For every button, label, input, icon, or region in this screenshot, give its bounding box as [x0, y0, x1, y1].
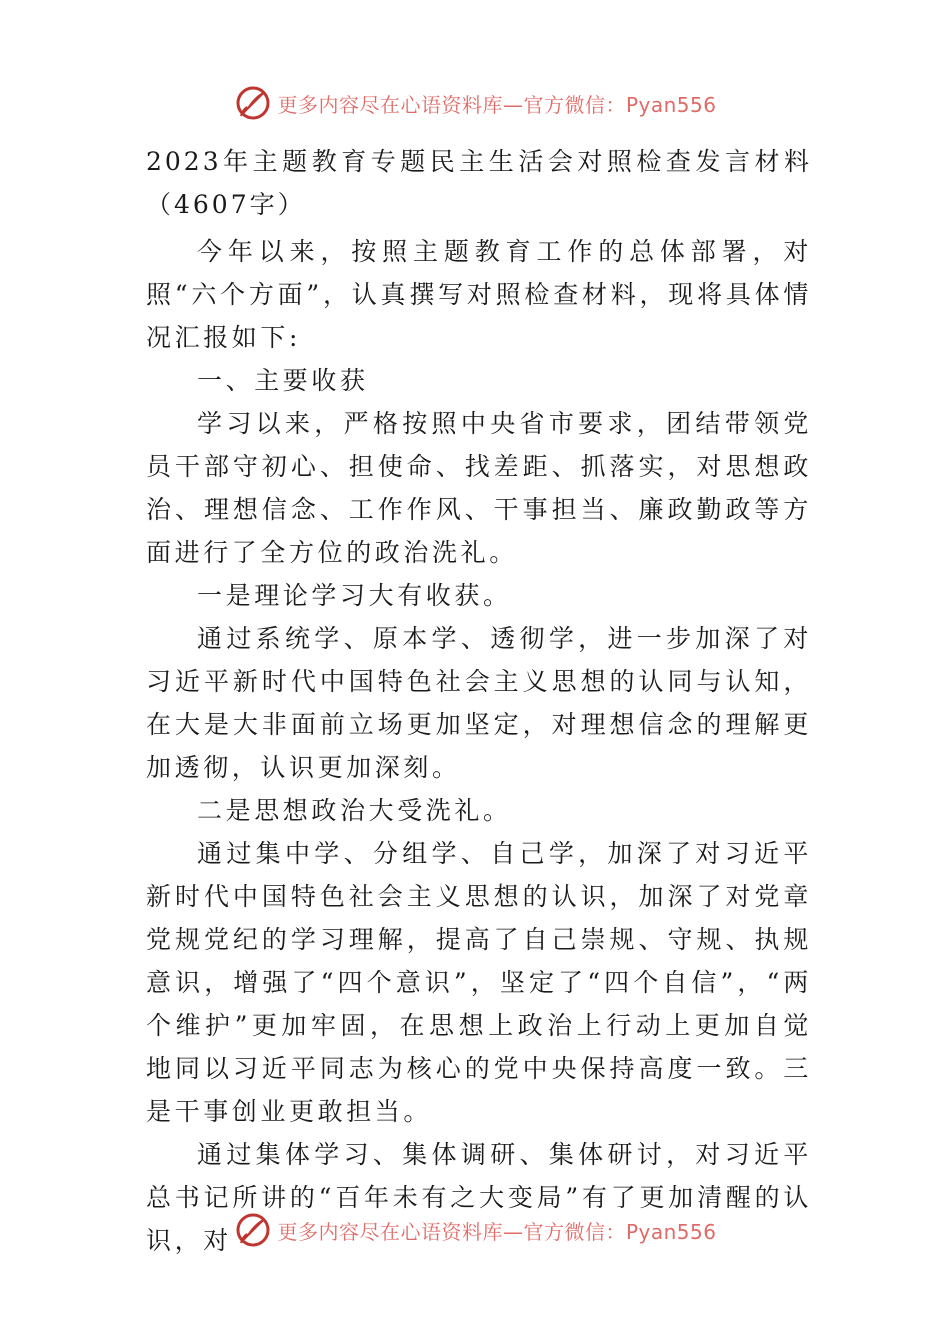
feather-pen-logo-icon	[233, 1210, 273, 1250]
subsection-heading: 一是理论学习大有收获。	[197, 581, 512, 610]
watermark-banner-bottom	[0, 1207, 950, 1253]
watermark-banner-top	[0, 80, 950, 126]
paragraph: 通过集体学习、集体调研、集体研讨，对习近平总书记所讲的“百年未有之大变局”有了更加清醒的认识，对	[146, 1140, 812, 1255]
paragraph: 学习以来，严格按照中央省市要求，团结带领党员干部守初心、担使命、找差距、抓落实，对思想政治、理想信念、工作作风、干事担当、廉政勤政等方面进行了全方位的政治洗礼。	[146, 409, 812, 567]
watermark-text: 更多内容尽在心语资料库—官方微信：Pyan556	[277, 1219, 717, 1244]
paragraph: 今年以来，按照主题教育工作的总体部署，对照“六个方面”，认真撰写对照检查材料，现将具体情况汇报如下:	[146, 237, 812, 352]
watermark-text: 更多内容尽在心语资料库—官方微信：Pyan556	[277, 92, 717, 117]
feather-pen-logo-icon	[233, 83, 273, 123]
document-title: 2023年主题教育专题民主生活会对照检查发言材料（4607字）	[146, 147, 812, 219]
section-heading: 一、主要收获	[197, 366, 369, 395]
paragraph: 通过集中学、分组学、自己学，加深了对习近平新时代中国特色社会主义思想的认识，加深了对党章党规党纪的学习理解，提高了自己崇规、守规、执规意识，增强了“四个意识”，坚定了“四个自信”，“两个维护”更加牢固，在思想上政治上行动上更加自觉地同以习近平同志为核心的党中央保持高度一致。三是干事创业更敢担当。	[146, 839, 812, 1126]
subsection-heading: 二是思想政治大受洗礼。	[197, 796, 512, 825]
document-body	[146, 140, 812, 1262]
paragraph: 通过系统学、原本学、透彻学，进一步加深了对习近平新时代中国特色社会主义思想的认同与认知，在大是大非面前立场更加坚定，对理想信念的理解更加透彻，认识更加深刻。	[146, 624, 812, 782]
